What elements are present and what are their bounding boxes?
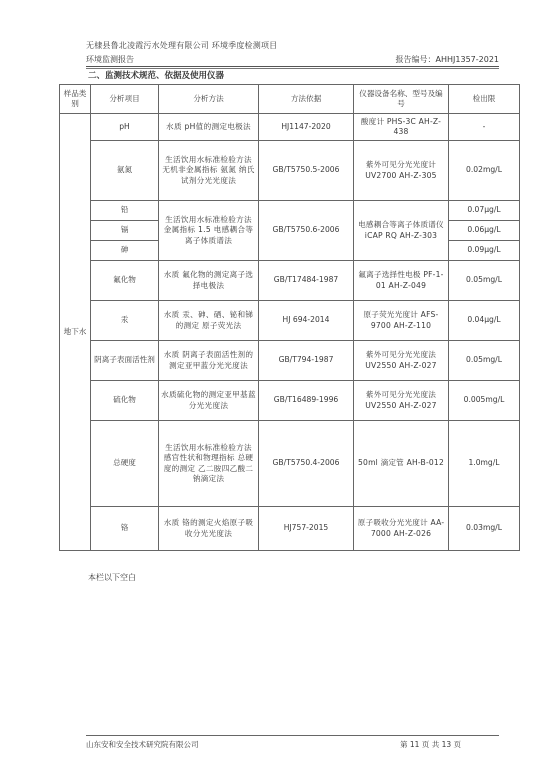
table-row <box>60 141 520 201</box>
header-analysis-method: 分析方法 <box>159 85 259 114</box>
limit-cell: 0.09μg/L <box>449 241 520 261</box>
table-row <box>60 507 520 551</box>
basis-cell: GB/T5750.5-2006 <box>259 141 354 201</box>
method-cell: 水质 汞、砷、硒、铋和锑的测定 原子荧光法 <box>159 301 259 341</box>
limit-cell: 0.03mg/L <box>449 507 520 551</box>
instrument-cell: 紫外可见分光光度法 UV2550 AH-Z-027 <box>354 341 449 381</box>
method-cell: 水质 阴离子表面活性剂的测定亚甲蓝分光光度法 <box>159 341 259 381</box>
limit-cell: 0.07μg/L <box>449 201 520 221</box>
item-cell: 硫化物 <box>91 381 159 421</box>
item-cell: 铅 <box>91 201 159 221</box>
table-row <box>60 381 520 421</box>
method-cell: 水质 pH值的测定电极法 <box>159 114 259 141</box>
instrument-cell: 50ml 滴定管 AH-B-012 <box>354 421 449 507</box>
item-cell: 镉 <box>91 221 159 241</box>
item-cell: 氟化物 <box>91 261 159 301</box>
item-cell: pH <box>91 114 159 141</box>
limit-cell: 0.005mg/L <box>449 381 520 421</box>
instrument-cell: 紫外可见分光光度计 UV2700 AH-Z-305 <box>354 141 449 201</box>
basis-cell: GB/T5750.6-2006 <box>259 201 354 261</box>
header-report-number: 报告编号：AHHJ1357-2021 <box>395 55 499 64</box>
table-row <box>60 421 520 507</box>
header-rule <box>86 66 499 67</box>
instrument-cell: 电感耦合等离子体质谱仪 iCAP RQ AH-Z-303 <box>354 201 449 261</box>
header-sample-category: 样品类别 <box>60 85 91 114</box>
item-cell: 氨氮 <box>91 141 159 201</box>
blank-below-note: 本栏以下空白 <box>88 573 136 582</box>
table-row <box>60 261 520 301</box>
basis-cell: HJ757-2015 <box>259 507 354 551</box>
instrument-cell: 酸度计 PHS-3C AH-Z-438 <box>354 114 449 141</box>
footer-company: 山东安和安全技术研究院有限公司 <box>86 740 199 749</box>
header-detection-limit: 检出限 <box>449 85 520 114</box>
method-cell: 水质 氟化物的测定离子选择电极法 <box>159 261 259 301</box>
item-cell: 铬 <box>91 507 159 551</box>
footer-page-number: 第 11 页 共 13 页 <box>400 740 462 749</box>
footer-rule <box>86 735 499 736</box>
header-analysis-item: 分析项目 <box>91 85 159 114</box>
method-cell: 生活饮用水标准检验方法 金属指标 1.5 电感耦合等离子体质谱法 <box>159 201 259 261</box>
limit-cell: 0.06μg/L <box>449 221 520 241</box>
limit-cell: 0.05mg/L <box>449 261 520 301</box>
method-cell: 水质 铬的测定火焰原子吸收分光光度法 <box>159 507 259 551</box>
instrument-cell: 紫外可见分光光度法 UV2550 AH-Z-027 <box>354 381 449 421</box>
basis-cell: GB/T17484-1987 <box>259 261 354 301</box>
item-cell: 阴离子表面活性剂 <box>91 341 159 381</box>
instrument-cell: 氟离子选择性电极 PF-1-01 AH-Z-049 <box>354 261 449 301</box>
basis-cell: GB/T794-1987 <box>259 341 354 381</box>
table-header-row <box>60 85 520 114</box>
header-method-basis: 方法依据 <box>259 85 354 114</box>
method-cell: 生活饮用水标准检验方法 感官性状和物理指标 总硬度的测定 乙二胺四乙酸二钠滴定法 <box>159 421 259 507</box>
header-project: 无棣县鲁北凌霞污水处理有限公司 环境季度检测项目 <box>86 41 278 50</box>
table-row <box>60 341 520 381</box>
section-title: 二、监测技术规范、依据及使用仪器 <box>88 71 225 81</box>
method-cell: 生活饮用水标准检验方法 无机非金属指标 氨氮 纳氏试剂分光光度法 <box>159 141 259 201</box>
instrument-cell: 原子吸收分光光度计 AA-7000 AH-Z-026 <box>354 507 449 551</box>
basis-cell: GB/T16489-1996 <box>259 381 354 421</box>
item-cell: 汞 <box>91 301 159 341</box>
instrument-cell: 原子荧光光度计 AFS-9700 AH-Z-110 <box>354 301 449 341</box>
limit-cell: - <box>449 114 520 141</box>
limit-cell: 0.04μg/L <box>449 301 520 341</box>
table-row <box>60 201 520 221</box>
item-cell: 砷 <box>91 241 159 261</box>
basis-cell: HJ 694-2014 <box>259 301 354 341</box>
basis-cell: HJ1147-2020 <box>259 114 354 141</box>
limit-cell: 0.02mg/L <box>449 141 520 201</box>
header-report-type: 环境监测报告 <box>86 55 134 64</box>
header-rule-thin <box>86 68 499 69</box>
category-cell: 地下水 <box>60 114 91 551</box>
table-row <box>60 301 520 341</box>
table-row <box>60 114 520 141</box>
limit-cell: 1.0mg/L <box>449 421 520 507</box>
item-cell: 总硬度 <box>91 421 159 507</box>
header-instrument: 仪器设备名称、型号及编号 <box>354 85 449 114</box>
monitoring-methods-table <box>59 84 520 551</box>
basis-cell: GB/T5750.4-2006 <box>259 421 354 507</box>
limit-cell: 0.05mg/L <box>449 341 520 381</box>
method-cell: 水质硫化物的测定亚甲基蓝分光光度法 <box>159 381 259 421</box>
